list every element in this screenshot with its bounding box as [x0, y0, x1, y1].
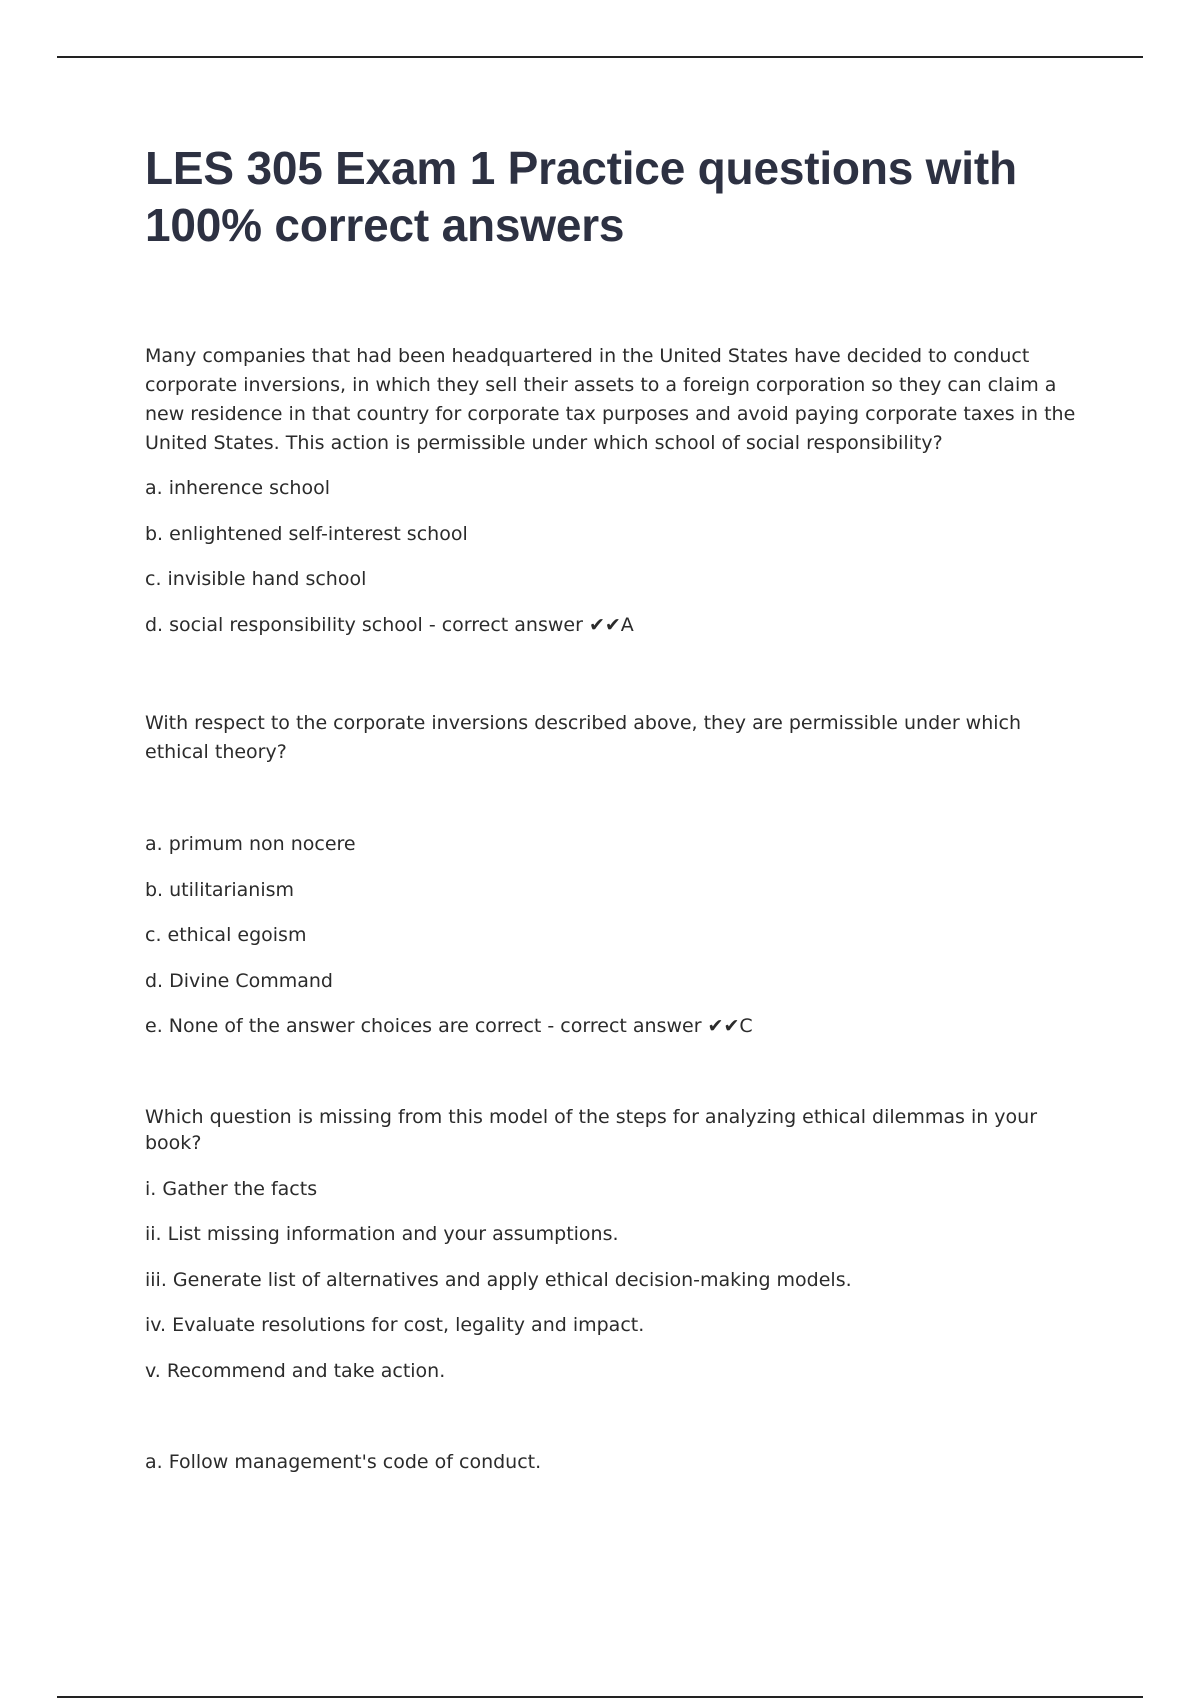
question-1-text: Many companies that had been headquartered in the United States have decided to conduct corporate inversions, in which they sell their assets to a foreign corporation so they can claim a new residence in that country for corporate tax purposes and avoid paying corporate taxes in the United States. This action is permissible under which school of social responsibility? [145, 345, 1076, 454]
question-2-text: With respect to the corporate inversions described above, they are permissible under which ethical theory? [145, 712, 1022, 763]
header-rule [57, 56, 1143, 58]
q1-option-d: d. social responsibility school - correct answer ✔✔A [145, 614, 634, 636]
q2-option-a: a. primum non nocere [145, 833, 356, 855]
q1-option-a: a. inherence school [145, 477, 330, 499]
q2-option-e: e. None of the answer choices are correct - correct answer ✔✔C [145, 1015, 753, 1037]
q2-option-c: c. ethical egoism [145, 924, 307, 946]
q1-option-b: b. enlightened self-interest school [145, 523, 468, 545]
q3-option-a: a. Follow management's code of conduct. [145, 1451, 542, 1473]
footer-rule [57, 1696, 1143, 1698]
document-title: LES 305 Exam 1 Practice questions with 100% correct answers [145, 142, 1017, 251]
question-3-text: Which question is missing from this model of the steps for analyzing ethical dilemmas in your book? [145, 1106, 1038, 1154]
q2-option-d: d. Divine Command [145, 970, 333, 992]
q3-step-3: iii. Generate list of alternatives and apply ethical decision-making models. [145, 1269, 852, 1291]
q3-step-4: iv. Evaluate resolutions for cost, legality and impact. [145, 1314, 645, 1336]
q3-step-5: v. Recommend and take action. [145, 1360, 446, 1382]
q3-step-1: i. Gather the facts [145, 1178, 318, 1200]
q1-option-c: c. invisible hand school [145, 568, 367, 590]
q2-option-b: b. utilitarianism [145, 879, 295, 901]
q3-step-2: ii. List missing information and your assumptions. [145, 1223, 619, 1245]
document-page [145, 140, 1090, 1475]
